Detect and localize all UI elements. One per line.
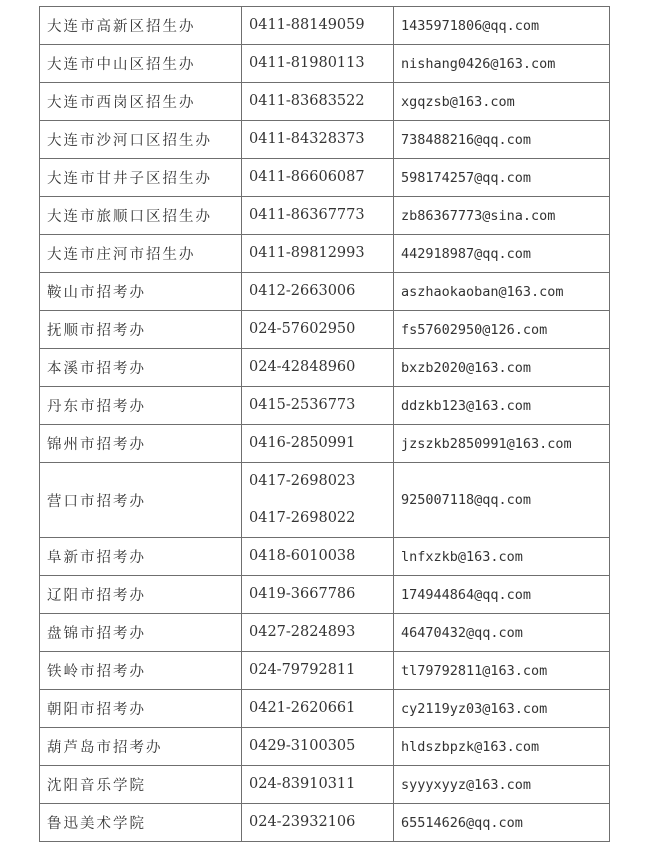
email-cell: 174944864@qq.com xyxy=(394,576,610,614)
table-row xyxy=(40,425,610,463)
office-name-cell: 大连市西岗区招生办 xyxy=(40,83,242,121)
table-row xyxy=(40,766,610,804)
phone-cell xyxy=(242,45,394,83)
email-cell: ddzkb123@163.com xyxy=(394,387,610,425)
contacts-table-body xyxy=(40,7,610,842)
office-name-cell: 抚顺市招考办 xyxy=(40,311,242,349)
phone-number: 0411-86606087 xyxy=(249,169,365,185)
table-row xyxy=(40,7,610,45)
email-cell: 46470432@qq.com xyxy=(394,614,610,652)
phone-number: 0411-89812993 xyxy=(249,245,365,261)
table-row xyxy=(40,121,610,159)
office-name-cell: 大连市中山区招生办 xyxy=(40,45,242,83)
office-name-cell: 葫芦岛市招考办 xyxy=(40,728,242,766)
office-name-cell: 大连市庄河市招生办 xyxy=(40,235,242,273)
table-row xyxy=(40,45,610,83)
phone-number: 0427-2824893 xyxy=(249,624,356,640)
table-row xyxy=(40,538,610,576)
phone-number: 0417-2698022 xyxy=(249,510,356,526)
email-cell: cy2119yz03@163.com xyxy=(394,690,610,728)
phone-cell xyxy=(242,7,394,45)
table-row xyxy=(40,273,610,311)
phone-number: 0412-2663006 xyxy=(249,283,356,299)
phone-number: 024-83910311 xyxy=(249,776,356,792)
phone-cell xyxy=(242,690,394,728)
phone-number: 0411-88149059 xyxy=(249,17,365,33)
phone-cell xyxy=(242,804,394,842)
email-cell: hldszbpzk@163.com xyxy=(394,728,610,766)
phone-number: 024-42848960 xyxy=(249,359,356,375)
office-name-cell: 辽阳市招考办 xyxy=(40,576,242,614)
email-cell: 442918987@qq.com xyxy=(394,235,610,273)
office-name-cell: 沈阳音乐学院 xyxy=(40,766,242,804)
email-cell: nishang0426@163.com xyxy=(394,45,610,83)
office-name-cell: 大连市高新区招生办 xyxy=(40,7,242,45)
phone-cell xyxy=(242,614,394,652)
table-row xyxy=(40,349,610,387)
office-name-cell: 本溪市招考办 xyxy=(40,349,242,387)
table-row xyxy=(40,311,610,349)
phone-number: 0419-3667786 xyxy=(249,586,356,602)
phone-cell xyxy=(242,235,394,273)
phone-number: 0421-2620661 xyxy=(249,700,356,716)
table-row xyxy=(40,463,610,538)
email-cell: lnfxzkb@163.com xyxy=(394,538,610,576)
phone-number: 0411-84328373 xyxy=(249,131,365,147)
phone-cell xyxy=(242,463,394,538)
email-cell: jzszkb2850991@163.com xyxy=(394,425,610,463)
table-row xyxy=(40,235,610,273)
phone-cell xyxy=(242,349,394,387)
phone-cell xyxy=(242,83,394,121)
phone-cell xyxy=(242,121,394,159)
phone-number: 0416-2850991 xyxy=(249,435,356,451)
email-cell: 738488216@qq.com xyxy=(394,121,610,159)
table-row xyxy=(40,614,610,652)
email-cell: 598174257@qq.com xyxy=(394,159,610,197)
phone-cell xyxy=(242,576,394,614)
phone-cell xyxy=(242,197,394,235)
email-cell: tl79792811@163.com xyxy=(394,652,610,690)
phone-cell xyxy=(242,652,394,690)
phone-cell xyxy=(242,311,394,349)
office-name-cell: 铁岭市招考办 xyxy=(40,652,242,690)
phone-cell xyxy=(242,159,394,197)
table-row xyxy=(40,576,610,614)
email-cell: syyyxyyz@163.com xyxy=(394,766,610,804)
table-row xyxy=(40,652,610,690)
phone-cell xyxy=(242,425,394,463)
office-name-cell: 锦州市招考办 xyxy=(40,425,242,463)
table-row xyxy=(40,804,610,842)
email-cell: 925007118@qq.com xyxy=(394,463,610,538)
phone-cell xyxy=(242,387,394,425)
office-name-cell: 丹东市招考办 xyxy=(40,387,242,425)
office-name-cell: 大连市旅顺口区招生办 xyxy=(40,197,242,235)
phone-number: 0411-83683522 xyxy=(249,93,365,109)
phone-cell xyxy=(242,273,394,311)
office-name-cell: 鞍山市招考办 xyxy=(40,273,242,311)
table-row xyxy=(40,690,610,728)
office-name-cell: 大连市甘井子区招生办 xyxy=(40,159,242,197)
office-name-cell: 盘锦市招考办 xyxy=(40,614,242,652)
email-cell: aszhaokaoban@163.com xyxy=(394,273,610,311)
email-cell: xgqzsb@163.com xyxy=(394,83,610,121)
table-row xyxy=(40,159,610,197)
email-cell: fs57602950@126.com xyxy=(394,311,610,349)
phone-cell xyxy=(242,538,394,576)
phone-cell xyxy=(242,728,394,766)
phone-cell xyxy=(242,766,394,804)
contacts-table xyxy=(39,6,610,842)
phone-number: 0429-3100305 xyxy=(249,738,356,754)
phone-number: 024-57602950 xyxy=(249,321,356,337)
phone-number: 0411-81980113 xyxy=(249,55,365,71)
phone-number: 0411-86367773 xyxy=(249,207,365,223)
phone-number: 0417-2698023 xyxy=(249,473,356,489)
phone-number: 0418-6010038 xyxy=(249,548,356,564)
office-name-cell: 朝阳市招考办 xyxy=(40,690,242,728)
phone-number: 0415-2536773 xyxy=(249,397,356,413)
office-name-cell: 大连市沙河口区招生办 xyxy=(40,121,242,159)
email-cell: 1435971806@qq.com xyxy=(394,7,610,45)
phone-number: 024-23932106 xyxy=(249,814,356,830)
email-cell: zb86367773@sina.com xyxy=(394,197,610,235)
office-name-cell: 鲁迅美术学院 xyxy=(40,804,242,842)
table-row xyxy=(40,83,610,121)
table-row xyxy=(40,728,610,766)
office-name-cell: 营口市招考办 xyxy=(40,463,242,538)
email-cell: bxzb2020@163.com xyxy=(394,349,610,387)
phone-number: 024-79792811 xyxy=(249,662,356,678)
table-row xyxy=(40,387,610,425)
office-name-cell: 阜新市招考办 xyxy=(40,538,242,576)
email-cell: 65514626@qq.com xyxy=(394,804,610,842)
table-row xyxy=(40,197,610,235)
